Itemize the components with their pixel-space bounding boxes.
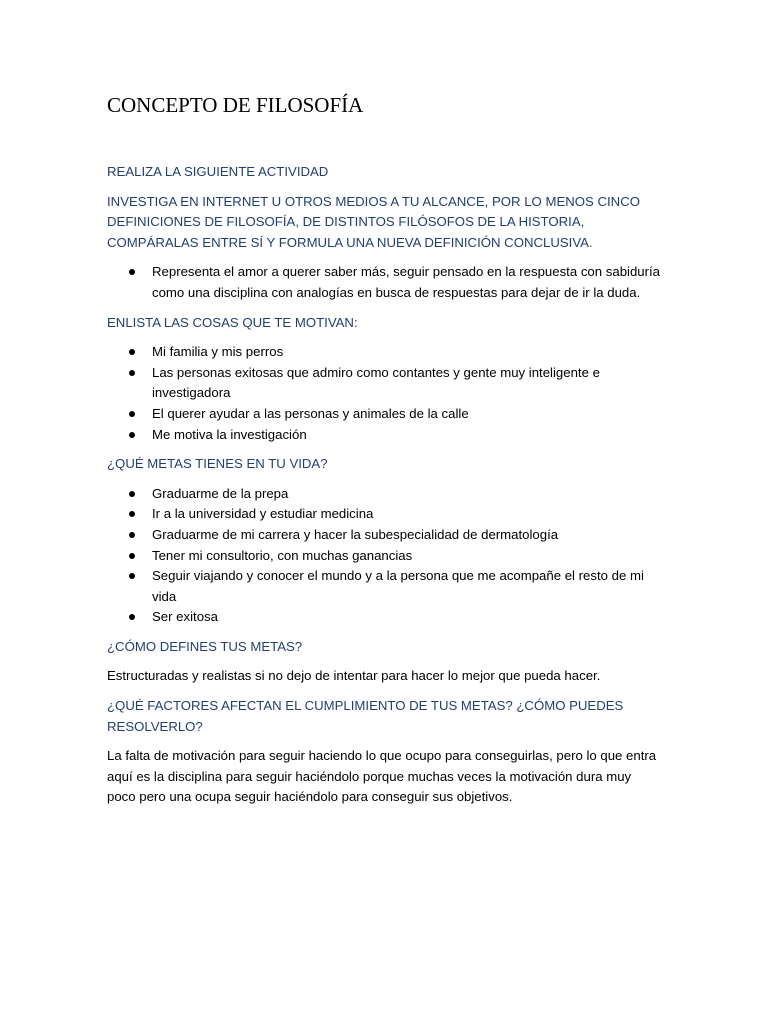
bullet-icon [129, 269, 135, 275]
list-item [107, 342, 660, 363]
list-item [107, 404, 660, 425]
define-goals-answer: Estructuradas y realistas si no dejo de intentar para hacer lo mejor que pueda hacer. [107, 668, 601, 684]
list-item [107, 566, 660, 607]
section-heading-activity: REALIZA LA SIGUIENTE ACTIVIDAD [107, 164, 329, 179]
bullet-icon [129, 432, 135, 438]
list-item [107, 546, 660, 567]
bullet-icon [129, 614, 135, 620]
definition-list [107, 262, 660, 303]
section-heading-motivations: ENLISTA LAS COSAS QUE TE MOTIVAN: [107, 314, 358, 330]
list-item-text: Representa el amor a querer saber más, seguir pensado en la respuesta con sabiduría como una disciplina con analogías en busca de respuestas para dejar de ir la duda. [152, 264, 661, 300]
list-item-text: Seguir viajando y conocer el mundo y a la persona que me acompañe el resto de mi vida [152, 568, 644, 604]
document-title: CONCEPTO DE FILOSOFÍA [107, 93, 364, 117]
list-item-text: Graduarme de la prepa [152, 485, 289, 501]
list-item [107, 262, 660, 303]
list-item [107, 607, 660, 628]
bullet-icon [129, 532, 135, 538]
factors-answer: La falta de motivación para seguir haciendo lo que ocupo para conseguirlas, pero lo que entra aquí es la disciplina para seguir haciéndolo porque muchas veces la motivación dura muy poco pero una ocupa seguir haciéndolo para conseguir sus objetivos. [107, 748, 657, 805]
goals-list [107, 484, 660, 628]
list-item [107, 363, 660, 404]
bullet-icon [129, 573, 135, 579]
list-item [107, 504, 660, 525]
list-item-text: Mi familia y mis perros [152, 344, 284, 360]
list-item-text: Las personas exitosas que admiro como contantes y gente muy inteligente e investigadora [152, 364, 600, 401]
list-item [107, 525, 660, 546]
list-item-text: Ir a la universidad y estudiar medicina [152, 506, 374, 522]
list-item-text: Ser exitosa [152, 609, 218, 625]
bullet-icon [129, 370, 135, 376]
bullet-icon [129, 491, 135, 497]
list-item-text: El querer ayudar a las personas y animales de la calle [152, 405, 469, 421]
bullet-icon [129, 553, 135, 559]
motivations-list [107, 342, 660, 445]
section-heading-define-goals: ¿CÓMO DEFINES TUS METAS? [107, 638, 303, 654]
section-heading-goals: ¿QUÉ METAS TIENES EN TU VIDA? [107, 456, 328, 472]
bullet-icon [129, 511, 135, 517]
bullet-icon [129, 349, 135, 355]
list-item-text: Graduarme de mi carrera y hacer la subespecialidad de dermatología [152, 526, 559, 542]
section-heading-factors: ¿QUÉ FACTORES AFECTAN EL CUMPLIMIENTO DE TUS METAS? ¿CÓMO PUEDES RESOLVERLO? [107, 698, 624, 734]
list-item [107, 425, 660, 446]
list-item-text: Tener mi consultorio, con muchas ganancias [152, 547, 413, 563]
list-item-text: Me motiva la investigación [152, 426, 307, 442]
bullet-icon [129, 411, 135, 417]
list-item [107, 484, 660, 505]
section-instruction: INVESTIGA EN INTERNET U OTROS MEDIOS A TU ALCANCE, POR LO MENOS CINCO DEFINICIONES DE FILOSOFÍA, DE DISTINTOS FILÓSOFOS DE LA HISTORIA, COMPÁRALAS ENTRE SÍ Y FORMULA UNA NUEVA DEFINICIÓN CONCLUSIVA. [107, 193, 640, 250]
